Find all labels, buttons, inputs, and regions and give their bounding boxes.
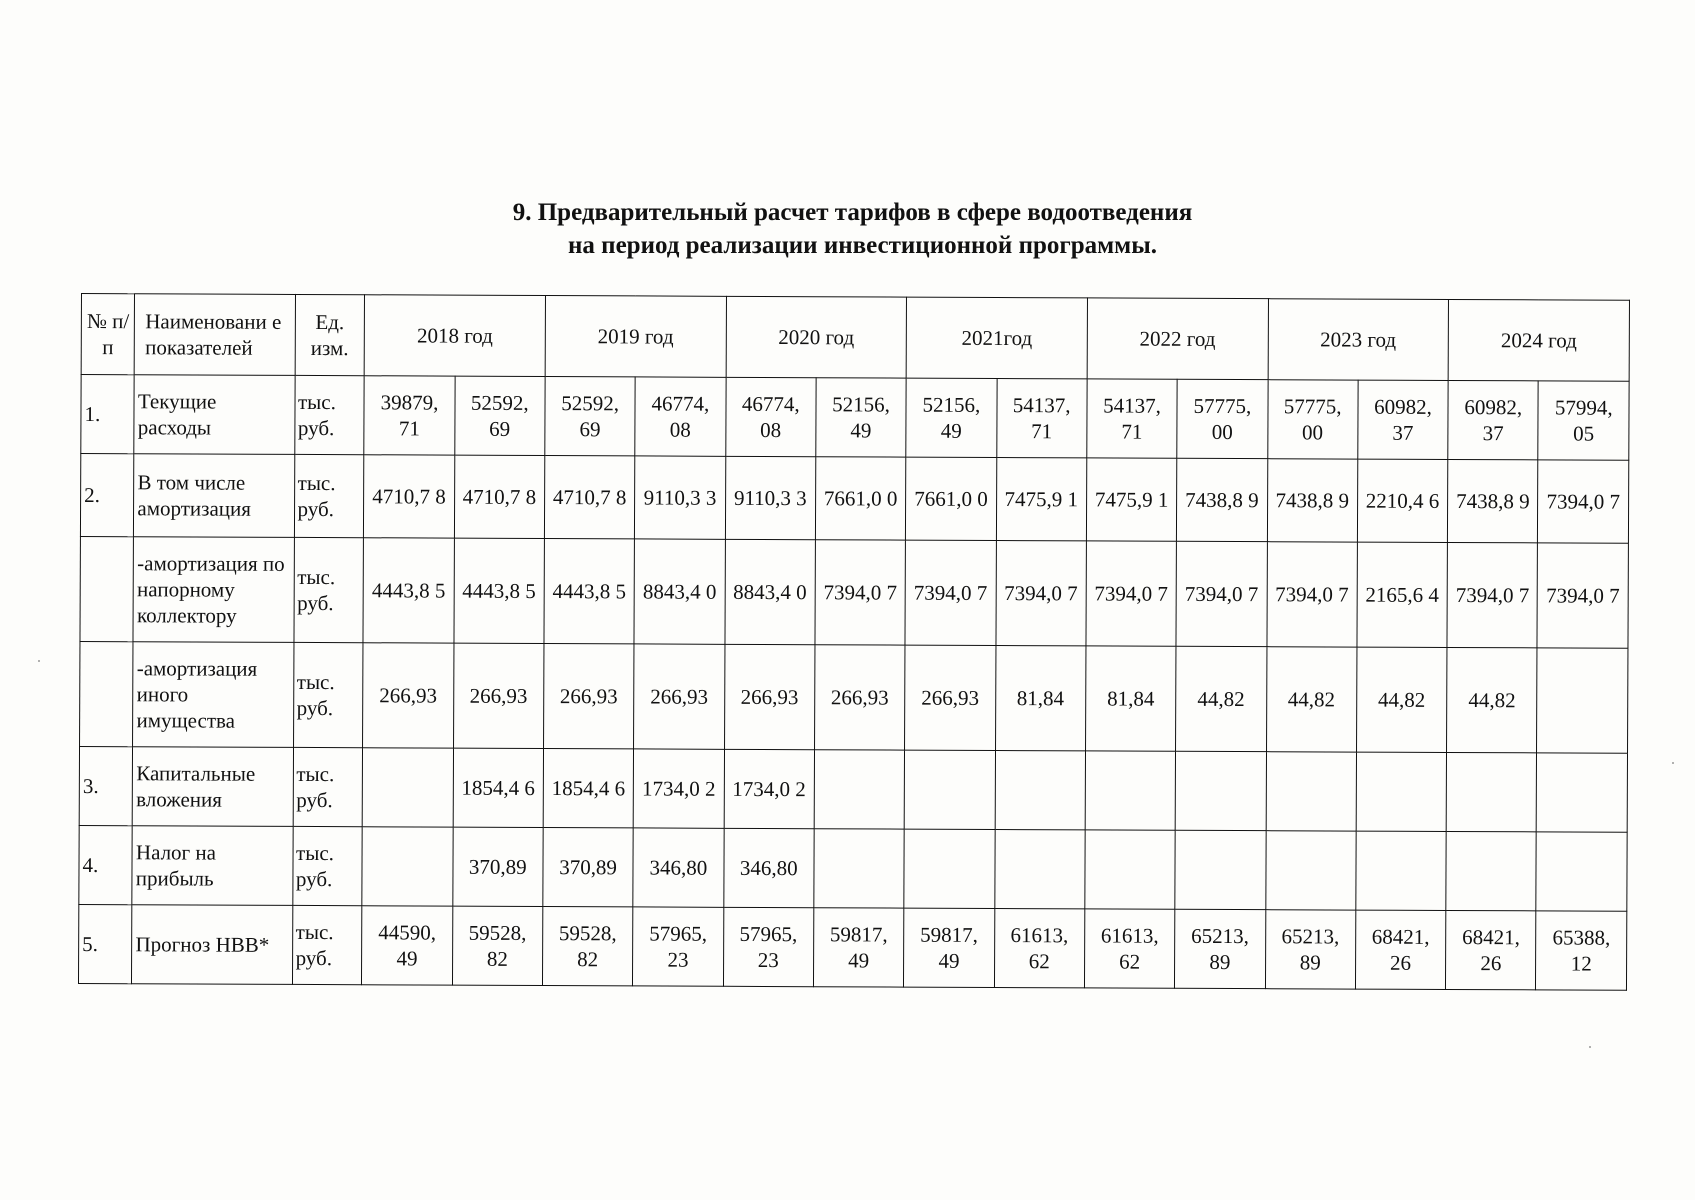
value-cell: 46774, 08: [635, 377, 726, 456]
value-cell: 7394,0 7: [1266, 542, 1357, 647]
value-cell: 266,93: [814, 645, 905, 750]
unit-cell: тыс. руб.: [294, 375, 364, 454]
scan-speck: [1672, 762, 1674, 764]
value-cell: 61613, 62: [994, 908, 1085, 987]
indicator-name: Капитальные вложения: [133, 747, 293, 827]
indicator-name: Прогноз НВВ*: [132, 905, 292, 985]
value-cell: 9110,3 3: [635, 456, 726, 539]
value-cell: 4710,7 8: [544, 456, 635, 539]
value-cell: 8843,4 0: [725, 539, 816, 644]
header-year-2018: 2018 год: [364, 295, 545, 377]
table-row: [80, 454, 1628, 544]
value-cell: 7438,8 9: [1177, 458, 1268, 541]
value-cell: 68421, 26: [1446, 910, 1537, 989]
value-cell: 59528, 82: [542, 907, 633, 986]
row-number: [80, 536, 134, 641]
value-cell: [1175, 751, 1266, 830]
table-row: [79, 825, 1627, 911]
value-cell: 4710,7 8: [364, 455, 455, 538]
header-year-2022: 2022 год: [1087, 298, 1268, 380]
value-cell: 65213, 89: [1265, 910, 1356, 989]
value-cell: 7661,0 0: [815, 457, 906, 540]
value-cell: 57775, 00: [1267, 380, 1358, 459]
value-cell: [1356, 831, 1447, 910]
value-cell: [814, 829, 905, 908]
value-cell: [1536, 832, 1627, 911]
document-title: [0, 196, 1695, 262]
value-cell: 4443,8 5: [363, 538, 454, 643]
value-cell: 7394,0 7: [905, 540, 996, 645]
value-cell: 52592, 69: [545, 377, 636, 456]
value-cell: 370,89: [452, 827, 543, 906]
value-cell: [1175, 830, 1266, 909]
value-cell: [1537, 753, 1628, 832]
value-cell: 61613, 62: [1084, 909, 1175, 988]
title-line-1: 9. Предварительный расчет тарифов в сфере водоотведения: [512, 199, 1193, 226]
value-cell: 54137, 71: [1087, 379, 1178, 458]
value-cell: 1734,0 2: [633, 749, 724, 828]
row-number: 4.: [79, 825, 133, 904]
value-cell: [814, 750, 905, 829]
value-cell: 81,84: [995, 645, 1086, 750]
indicator-name: Текущие расходы: [134, 375, 294, 455]
value-cell: 266,93: [453, 643, 544, 748]
value-cell: 346,80: [723, 828, 814, 907]
header-year-2024: 2024 год: [1448, 299, 1629, 381]
unit-cell: тыс. руб.: [292, 905, 362, 984]
value-cell: 65388, 12: [1536, 911, 1627, 990]
indicator-name: Налог на прибыль: [132, 826, 292, 906]
header-unit: Ед. изм.: [295, 294, 365, 375]
value-cell: [994, 829, 1085, 908]
value-cell: 46774, 08: [725, 377, 816, 456]
value-cell: 59528, 82: [452, 906, 543, 985]
tariff-table: [78, 293, 1630, 991]
value-cell: 59817, 49: [904, 908, 995, 987]
value-cell: [904, 829, 995, 908]
row-number: 1.: [81, 375, 135, 454]
value-cell: 4443,8 5: [454, 538, 545, 643]
row-number: 3.: [79, 746, 133, 825]
value-cell: 2165,6 4: [1357, 542, 1448, 647]
row-number: 5.: [78, 904, 132, 983]
table-row: [80, 536, 1628, 648]
indicator-name: В том числе амортизация: [134, 454, 294, 538]
value-cell: 44,82: [1356, 647, 1447, 752]
value-cell: 370,89: [543, 828, 634, 907]
value-cell: 59817, 49: [813, 908, 904, 987]
value-cell: 266,93: [724, 644, 815, 749]
value-cell: 52156, 49: [906, 378, 997, 457]
value-cell: 7394,0 7: [815, 540, 906, 645]
header-name: Наименовани е показателей: [135, 294, 295, 376]
value-cell: [362, 827, 453, 906]
value-cell: 7475,9 1: [1086, 458, 1177, 541]
table-row: [81, 375, 1629, 461]
value-cell: 57994, 05: [1538, 381, 1629, 460]
value-cell: 44,82: [1447, 647, 1538, 752]
value-cell: 7394,0 7: [1538, 460, 1629, 543]
value-cell: [904, 750, 995, 829]
value-cell: 44,82: [1266, 647, 1357, 752]
value-cell: 1854,4 6: [453, 748, 544, 827]
table-row: [80, 641, 1628, 753]
value-cell: 1854,4 6: [543, 749, 634, 828]
header-year-2023: 2023 год: [1268, 299, 1449, 381]
value-cell: 8843,4 0: [634, 539, 725, 644]
indicator-name: -амортизация по напорному коллектору: [133, 537, 294, 643]
header-year-2020: 2020 год: [726, 296, 907, 378]
value-cell: 9110,3 3: [725, 456, 816, 539]
value-cell: 2210,4 6: [1357, 459, 1448, 542]
value-cell: 60982, 37: [1448, 380, 1539, 459]
value-cell: [362, 748, 453, 827]
table-row: [79, 746, 1627, 832]
value-cell: 7661,0 0: [906, 457, 997, 540]
indicator-name: -амортизация иного имущества: [133, 642, 294, 748]
table-row: [78, 904, 1626, 990]
value-cell: 57965, 23: [633, 907, 724, 986]
value-cell: [1266, 752, 1357, 831]
value-cell: [1265, 831, 1356, 910]
header-no: № п/п: [81, 294, 135, 375]
value-cell: 266,93: [634, 644, 725, 749]
value-cell: 4443,8 5: [544, 539, 635, 644]
value-cell: 1734,0 2: [724, 749, 815, 828]
value-cell: 44590, 49: [362, 906, 453, 985]
value-cell: [1446, 752, 1537, 831]
value-cell: 7394,0 7: [1447, 542, 1538, 647]
value-cell: 65213, 89: [1175, 909, 1266, 988]
unit-cell: тыс. руб.: [292, 826, 362, 905]
value-cell: 52592, 69: [454, 376, 545, 455]
scan-speck: [1589, 1046, 1591, 1048]
unit-cell: тыс. руб.: [293, 642, 363, 747]
row-number: 2.: [80, 454, 134, 537]
value-cell: 57965, 23: [723, 907, 814, 986]
value-cell: [1085, 830, 1176, 909]
value-cell: 54137, 71: [996, 378, 1087, 457]
value-cell: 60982, 37: [1358, 380, 1449, 459]
value-cell: 4710,7 8: [454, 455, 545, 538]
value-cell: 7394,0 7: [1537, 543, 1628, 648]
table-body: [78, 375, 1629, 991]
unit-cell: тыс. руб.: [294, 454, 364, 537]
value-cell: 7475,9 1: [996, 457, 1087, 540]
value-cell: 57775, 00: [1177, 379, 1268, 458]
value-cell: 266,93: [543, 644, 634, 749]
table-header-row: [81, 294, 1629, 382]
value-cell: [1446, 831, 1537, 910]
value-cell: [1356, 752, 1447, 831]
value-cell: 81,84: [1085, 646, 1176, 751]
value-cell: [1537, 648, 1628, 753]
title-line-2: на период реализации инвестиционной программы.: [568, 232, 1157, 259]
value-cell: 7438,8 9: [1267, 459, 1358, 542]
unit-cell: тыс. руб.: [293, 537, 363, 642]
header-year-2021: 2021год: [906, 297, 1087, 379]
value-cell: [995, 750, 1086, 829]
value-cell: 39879, 71: [364, 376, 455, 455]
value-cell: 52156, 49: [816, 378, 907, 457]
value-cell: 44,82: [1176, 646, 1267, 751]
value-cell: 7394,0 7: [1176, 541, 1267, 646]
value-cell: 68421, 26: [1355, 910, 1446, 989]
value-cell: 7438,8 9: [1448, 459, 1539, 542]
value-cell: 346,80: [633, 828, 724, 907]
header-year-2019: 2019 год: [545, 296, 726, 378]
row-number: [80, 641, 134, 746]
unit-cell: тыс. руб.: [293, 747, 363, 826]
value-cell: 7394,0 7: [1086, 541, 1177, 646]
scan-speck: [38, 660, 40, 662]
value-cell: 266,93: [905, 645, 996, 750]
value-cell: 266,93: [363, 643, 454, 748]
value-cell: [1085, 751, 1176, 830]
value-cell: 7394,0 7: [996, 540, 1087, 645]
